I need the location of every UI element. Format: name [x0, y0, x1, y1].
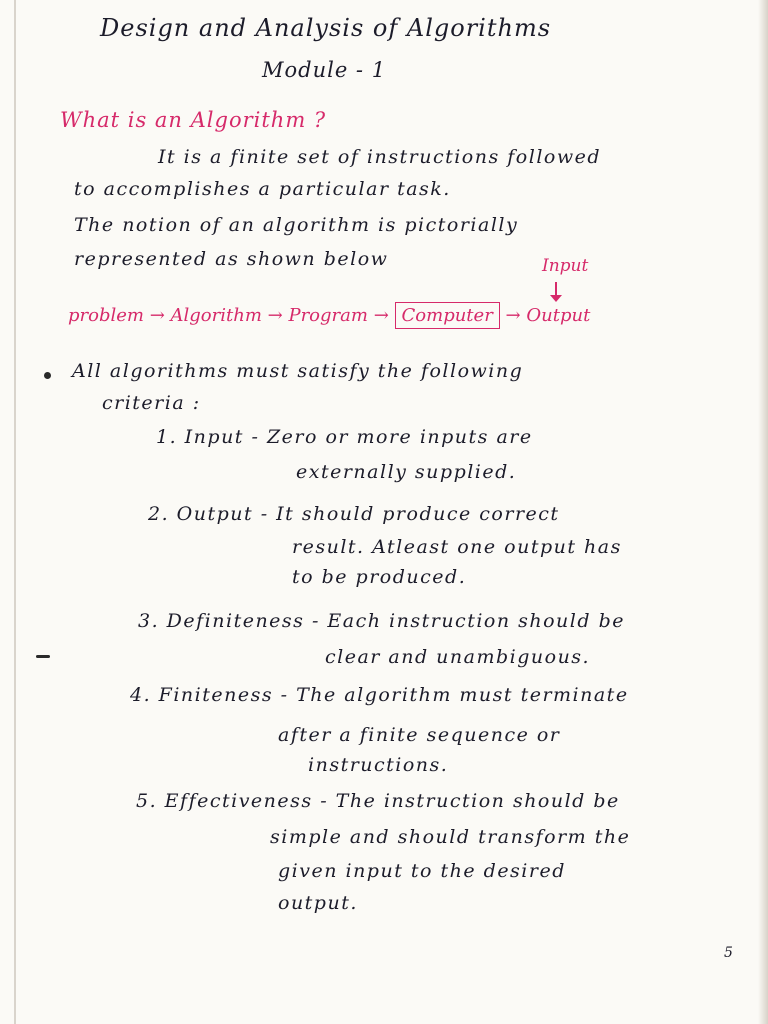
definition-line-1: It is a finite set of instructions followed: [158, 146, 602, 168]
flow-algorithm: Algorithm: [170, 305, 262, 326]
flow-arrow-icon: →: [373, 305, 389, 326]
page-margin-line: [14, 0, 16, 1024]
flow-output: Output: [526, 305, 591, 326]
criterion-finiteness-line-1: 4. Finiteness - The algorithm must terminate: [130, 684, 629, 706]
notion-line-2: represented as shown below: [74, 248, 389, 270]
page-title: Design and Analysis of Algorithms: [100, 14, 552, 42]
criterion-output-line-1: 2. Output - It should produce correct: [148, 503, 560, 525]
criterion-definiteness-line-2: clear and unambiguous.: [325, 646, 591, 668]
criteria-intro-line-2: criteria :: [102, 392, 201, 414]
question-heading: What is an Algorithm ?: [60, 108, 327, 132]
diagram-input-label: Input: [542, 256, 589, 276]
flow-arrow-icon: →: [267, 305, 283, 326]
page-number: 5: [724, 945, 733, 961]
criteria-intro-line-1: All algorithms must satisfy the following: [72, 360, 524, 382]
criterion-input-line-1: 1. Input - Zero or more inputs are: [156, 426, 533, 448]
criterion-effectiveness-line-2: simple and should transform the: [270, 826, 631, 848]
flow-arrow-icon: →: [505, 305, 521, 326]
criterion-effectiveness-line-1: 5. Effectiveness - The instruction should be: [136, 790, 620, 812]
bullet-dot-icon: [44, 372, 51, 379]
margin-dash-mark: [36, 655, 50, 658]
input-arrow-down-icon: [555, 282, 557, 298]
notion-line-1: The notion of an algorithm is pictorially: [74, 214, 519, 236]
page-edge-shadow: [758, 0, 768, 1024]
flow-arrow-icon: →: [149, 305, 165, 326]
criterion-output-line-3: to be produced.: [292, 566, 467, 588]
criterion-finiteness-line-2: after a finite sequence or: [278, 724, 561, 746]
criterion-input-line-2: externally supplied.: [296, 461, 517, 483]
definition-line-2: to accomplishes a particular task.: [74, 178, 451, 200]
criterion-definiteness-line-1: 3. Definiteness - Each instruction should be: [138, 610, 625, 632]
criterion-output-line-2: result. Atleast one output has: [292, 536, 622, 558]
criterion-effectiveness-line-4: output.: [278, 892, 358, 914]
flow-problem: problem: [68, 305, 144, 326]
flow-computer-box: Computer: [395, 302, 500, 329]
module-heading: Module - 1: [262, 58, 387, 82]
criterion-effectiveness-line-3: given input to the desired: [278, 860, 566, 882]
criterion-finiteness-line-3: instructions.: [308, 754, 449, 776]
algorithm-flow-diagram: [68, 302, 590, 329]
flow-program: Program: [288, 305, 368, 326]
